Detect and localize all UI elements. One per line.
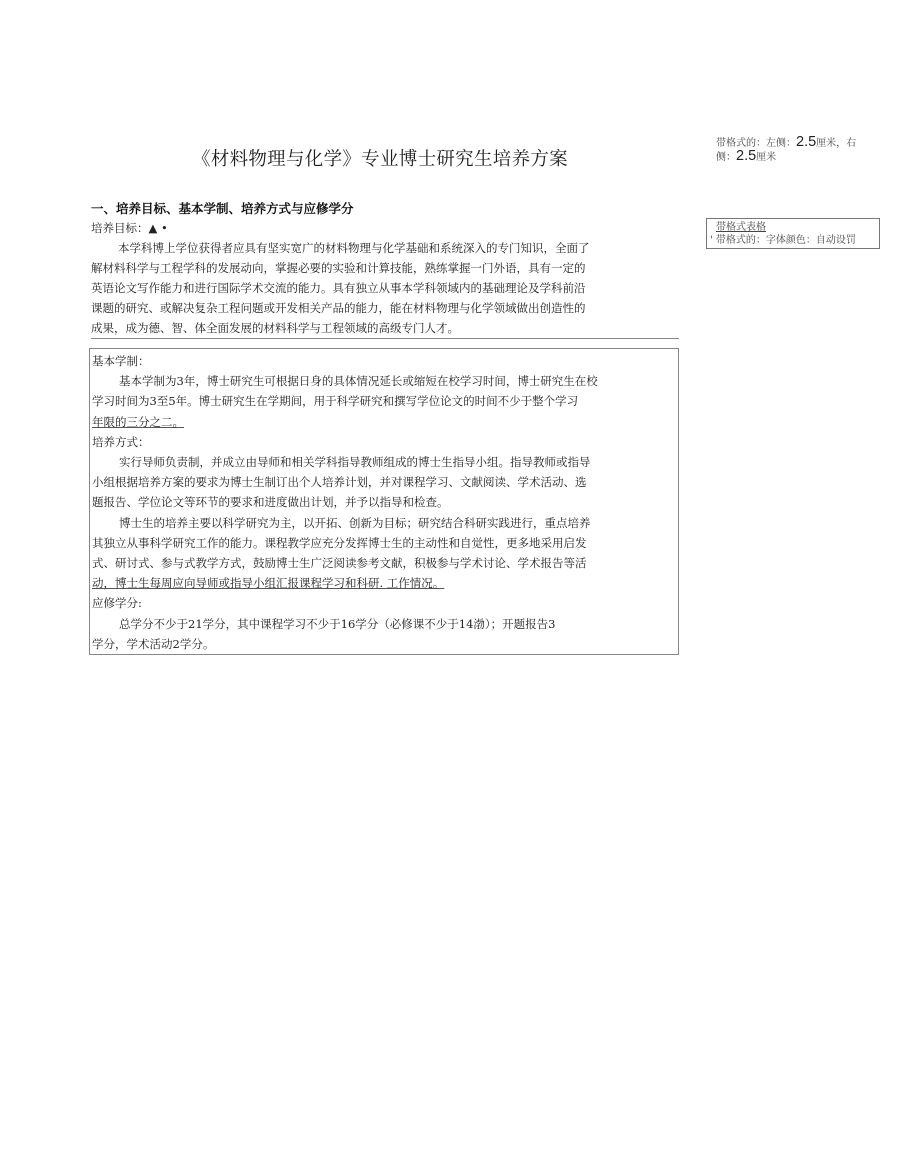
margin-comment-text: 侧：	[716, 152, 736, 163]
duration-line: 基本学制为3年，博士研究生可根据日身的具体情况延长或缩短在校学习时间，博士研究生在校	[119, 374, 598, 389]
method-label: 培养方式：	[92, 434, 150, 449]
content-table-cell	[89, 348, 679, 655]
credits-line: 学分，学术活动2学分。	[92, 636, 215, 651]
objective-line: 课题的研究、或解决复杂工程问题或开发相关产品的能力，能在材料物理与化学领域做出创造性的	[91, 301, 586, 315]
objective-section	[91, 218, 679, 339]
objective-line: 成果，成为德、智、体全面发展的材料科学与工程领域的高级专门人才。	[91, 321, 459, 335]
duration-line: 年限的三分之二。	[92, 414, 184, 429]
method-line: 博士生的培养主要以科学研究为主，以开拓、创新为目标；研究结合科研实践进行，重点培养	[119, 515, 591, 530]
objective-line: 解材料科学与工程学科的发展动向，掌握必要的实验和计算技能，熟练掌握一门外语，具有一定的	[91, 261, 586, 275]
objective-label: 培养目标：▲ •	[91, 221, 168, 235]
duration-label: 基本学制：	[92, 354, 150, 368]
duration-line: 学习时间为3至5年。博士研究生在学期间，用于科学研究和撰写学位论文的时间不少于整个学习	[92, 394, 579, 409]
objective-line: 英语论文写作能力和进行国际学术交流的能力。具有独立从事本学科领域内的基础理论及学科前沿	[91, 281, 586, 295]
page-title: 《材料物理与化学》专业博士研究生培养方案	[191, 149, 568, 170]
margin-left-value: 2.5	[796, 134, 817, 150]
margin-comment-text: 厘米，右	[816, 138, 857, 149]
margin-comment-text: 厘米	[756, 152, 777, 163]
format-font-color-label: ' 带格式的：字体颜色：自动设罚	[710, 235, 856, 246]
method-line: 动，博士生每周应向导师或指导小组汇报课程学习和科研. 工作情况。	[92, 576, 445, 591]
section-heading: 一、培养目标、基本学制、培养方式与应修学分	[91, 201, 354, 216]
margin-comment-text: 带格式的：左侧：	[716, 138, 796, 149]
format-comment-margins[interactable]	[716, 136, 886, 164]
format-comment-table[interactable]	[706, 218, 880, 249]
method-line: 式、研讨式、参与式教学方式，鼓励博士生广泛阅读参考文献，积极参与学术讨论、学术报告等活	[92, 556, 587, 571]
method-line: 实行导师负责制，并成立由导师和相关学科指导教师组成的博士生指导小组。指导教师或指导	[119, 455, 591, 470]
method-line: 小组根据培养方案的要求为博士生制订出个人培养计划，并对课程学习、文献阅读、学术活动、选	[92, 475, 587, 490]
method-line: 题报告、学位论文等环节的要求和进度做出计划，并予以指导和检查。	[92, 495, 449, 510]
method-line: 其独立从事科学研究工作的能力。课程教学应充分发挥博士生的主动性和自觉性，更多地采用启发	[92, 535, 587, 550]
objective-line: 本学科博上学位获得者应具有坚实宽广的材料物理与化学基础和系统深入的专门知识，全面了	[118, 241, 590, 255]
format-table-label: 带格式表格	[716, 222, 766, 233]
credits-label: 应修学分:	[92, 596, 142, 611]
margin-right-value: 2.5	[736, 148, 757, 164]
credits-line: 总学分不少于21学分，其中课程学习不少于16学分（必修课不少于14渤）；开题报告3	[119, 616, 556, 631]
